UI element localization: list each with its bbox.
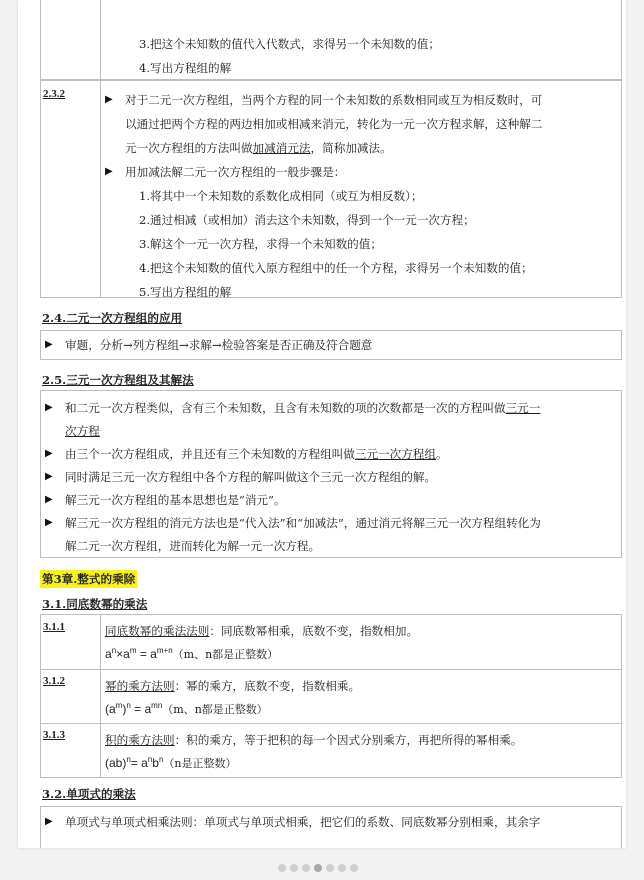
paragraph-line: 用加减法解二元一次方程组的一般步骤是： <box>125 165 346 179</box>
step-3: 3.解这个一元一次方程，求得一个未知数的值； <box>139 237 382 251</box>
rule-description: ：幂的乘方，底数不变，指数相乘。 <box>174 679 361 693</box>
section-heading-2-4: 2.4.二元一次方程组的应用 <box>42 311 183 325</box>
section-number: 2.3.2 <box>43 88 65 100</box>
triangle-right-icon: ▶ <box>45 402 53 413</box>
triangle-right-icon: ▶ <box>45 517 53 528</box>
bullet-text: 解三元一次方程组的消元方法也是“代入法”和“加减法”，通过消元将解三元一次方程组转化为 <box>65 516 541 530</box>
step-2: 2.通过相减（或相加）消去这个未知数，得到一个一元一次方程； <box>139 213 475 227</box>
term-underlined: 幂的乘方法则 <box>105 679 175 693</box>
bullet-text <box>65 446 448 462</box>
formula-part: ×a <box>116 647 130 661</box>
document-page <box>18 0 626 848</box>
bullet-text <box>65 400 540 416</box>
column-divider <box>100 81 101 297</box>
row-divider <box>41 723 621 724</box>
triangle-right-icon: ▶ <box>45 448 53 459</box>
section-2-4-box <box>40 330 622 360</box>
bullet-text: 同时满足三元一次方程组中各个方程的解叫做这个三元一次方程组的解。 <box>65 470 437 484</box>
section-3-1-box <box>40 614 622 778</box>
triangle-right-icon: ▶ <box>45 816 53 827</box>
triangle-right-icon: ▶ <box>105 166 113 177</box>
term-underlined: 同底数幂的乘法法则 <box>105 624 210 638</box>
formula-part: a <box>105 647 112 661</box>
column-divider <box>100 615 101 777</box>
rule-text <box>105 623 418 639</box>
formula-part: (ab) <box>105 756 127 770</box>
section-heading-3-1: 3.1.同底数幂的乘法 <box>42 597 148 611</box>
page-dot[interactable] <box>278 864 286 872</box>
section-3-2-box <box>40 806 622 848</box>
bullet-text-part: 和二元一次方程类似，含有三个未知数，且含有未知数的项的次数都是一次的方程叫做 <box>65 401 506 415</box>
formula-part: b <box>152 756 159 770</box>
section-number: 3.1.3 <box>43 729 65 741</box>
rule-description: ：同底数幂相乘，底数不变，指数相加。 <box>209 624 419 638</box>
section-heading-3-2: 3.2.单项式的乘法 <box>42 787 136 801</box>
section-2-3-2-box <box>40 80 622 298</box>
page-dot[interactable] <box>302 864 310 872</box>
term-underlined: 三元一次方程组 <box>354 447 437 461</box>
formula <box>105 646 278 663</box>
step-3: 3.把这个未知数的值代入代数式，求得另一个未知数的值； <box>139 37 440 51</box>
term-underlined: 三元一 <box>505 401 541 415</box>
formula-part: (a <box>105 702 116 716</box>
row-divider <box>41 669 621 670</box>
paragraph-line <box>125 140 392 156</box>
chapter-heading: 第3章.整式的乘除 <box>42 572 136 586</box>
formula-part: = a <box>130 702 152 716</box>
term-underlined: 次方程 <box>65 424 100 438</box>
formula-exponent: m <box>129 646 137 655</box>
formula <box>105 701 268 718</box>
triangle-right-icon: ▶ <box>45 471 53 482</box>
section-heading-2-5: 2.5.三元一次方程组及其解法 <box>42 373 194 387</box>
bullet-text: 解二元一次方程组，进而转化为解一元一次方程。 <box>65 539 321 553</box>
step-5: 5.写出方程组的解 <box>139 285 232 299</box>
paragraph-text: ，简称加减法。 <box>310 141 392 155</box>
column-divider <box>100 0 101 79</box>
rule-description: ：积的乘方，等于把积的每一个因式分别乘方，再把所得的幂相乘。 <box>174 733 523 747</box>
formula-exponent: n <box>111 646 117 655</box>
bullet-text-part: 由三个一次方程组成，并且还有三个未知数的方程组叫做 <box>65 447 355 461</box>
bullet-text: 解三元一次方程组的基本思想也是“消元”。 <box>65 493 286 507</box>
page-dot-active[interactable] <box>314 864 322 872</box>
term-underlined: 积的乘方法则 <box>105 733 175 747</box>
step-4: 4.写出方程组的解 <box>139 61 232 75</box>
formula-exponent: n <box>147 755 153 764</box>
formula-part: = a <box>130 756 148 770</box>
formula <box>105 755 237 772</box>
formula-note: （m、n都是正整数） <box>162 703 268 716</box>
rule-text <box>105 678 360 694</box>
section-number: 3.1.1 <box>43 621 65 633</box>
formula-exponent: n <box>158 755 164 764</box>
section-number: 3.1.2 <box>43 675 65 687</box>
formula-note: （n是正整数） <box>163 757 237 770</box>
triangle-right-icon: ▶ <box>45 339 53 350</box>
term-underlined: 加减消元法 <box>252 141 311 155</box>
rule-text <box>105 732 522 748</box>
page-indicator[interactable] <box>278 862 368 872</box>
formula-note: （m、n都是正整数） <box>172 648 279 661</box>
page-dot[interactable] <box>350 864 358 872</box>
triangle-right-icon: ▶ <box>45 494 53 505</box>
formula-exponent: n <box>126 701 131 710</box>
step-1: 1.将其中一个未知数的系数化成相同（或互为相反数）； <box>139 189 423 203</box>
formula-part: = a <box>136 647 157 661</box>
bullet-text: 审题，分析→列方程组→求解→检验答案是否正确及符合题意 <box>65 338 373 352</box>
bullet-text-part: 。 <box>436 447 448 461</box>
paragraph-line: 以通过把两个方程的两边相加或相减来消元，转化为一元一次方程求解，这种解二 <box>125 117 543 131</box>
section-2-5-box <box>40 390 622 558</box>
triangle-right-icon: ▶ <box>105 94 113 105</box>
page-dot[interactable] <box>326 864 334 872</box>
formula-exponent: m+n <box>156 646 173 655</box>
bullet-text: 单项式与单项式相乘法则：单项式与单项式相乘，把它们的系数、同底数幂分别相乘，其余字 <box>65 815 541 829</box>
step-4: 4.把这个未知数的值代入原方程组中的任一个方程，求得另一个未知数的值； <box>139 261 533 275</box>
page-dot[interactable] <box>290 864 298 872</box>
formula-exponent: mn <box>151 701 163 710</box>
paragraph-text: 元一次方程组的方法叫做 <box>125 141 253 155</box>
formula-exponent: m <box>115 701 123 710</box>
formula-part: ) <box>122 702 127 716</box>
formula-exponent: n <box>126 755 131 764</box>
page-dot[interactable] <box>338 864 346 872</box>
paragraph-line: 对于二元一次方程组，当两个方程的同一个未知数的系数相同或互为相反数时，可 <box>125 93 543 107</box>
top-continuation-box <box>40 0 622 80</box>
